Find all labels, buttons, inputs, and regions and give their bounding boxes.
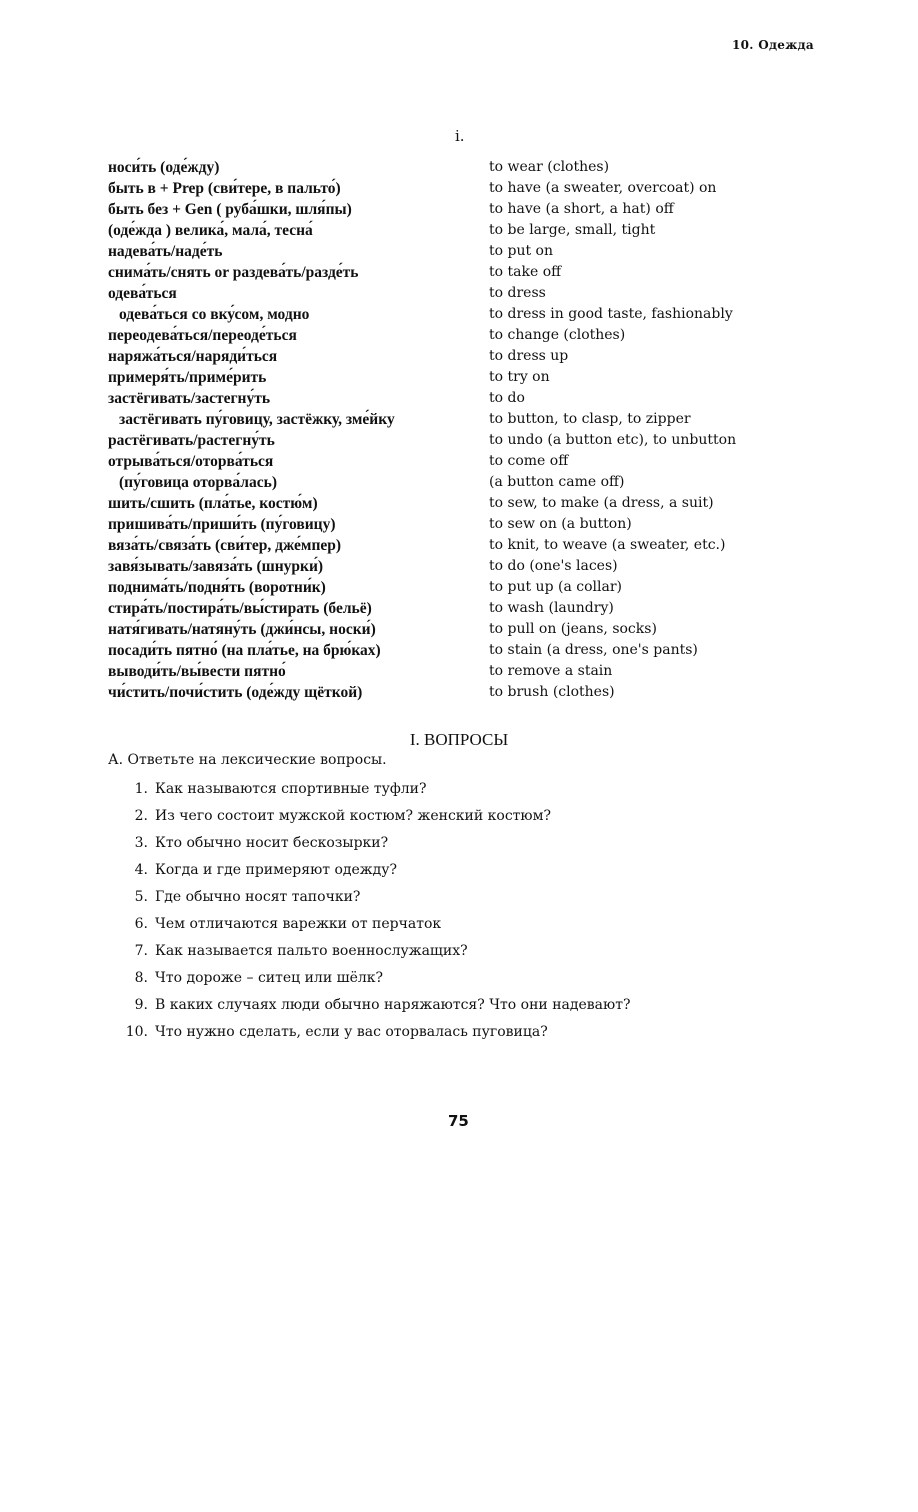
- question-item: [108, 994, 630, 1021]
- english-translation: to sew on (a button): [489, 516, 632, 532]
- vocab-row: [108, 157, 828, 178]
- english-translation: to brush (clothes): [489, 684, 615, 700]
- russian-term: (пу́говица оторва́лась): [119, 474, 277, 491]
- vocab-row: [108, 241, 828, 262]
- question-number: 8.: [134, 970, 148, 986]
- vocab-row: [108, 556, 828, 577]
- page-number: 75: [448, 1112, 469, 1130]
- russian-term: поднима́ть/подня́ть (воротни́к): [108, 579, 326, 596]
- english-translation: to wear (clothes): [489, 159, 610, 175]
- question-text: Где обычно носят тапочки?: [155, 889, 361, 905]
- russian-term: одева́ться: [108, 285, 177, 302]
- vocab-row: [108, 640, 828, 661]
- question-number: 5.: [134, 889, 148, 905]
- question-number: 4.: [134, 862, 148, 878]
- question-text: Чем отличаются варежки от перчаток: [155, 916, 442, 932]
- questions-title: I. ВОПРОСЫ: [409, 730, 509, 749]
- russian-term: переодева́ться/переоде́ться: [108, 327, 297, 344]
- english-translation: to stain (a dress, one's pants): [489, 642, 698, 658]
- russian-term: натя́гивать/натяну́ть (джи́нсы, носки́): [108, 621, 376, 638]
- question-item: [108, 1021, 630, 1048]
- vocab-row: [108, 346, 828, 367]
- vocab-row: [108, 409, 828, 430]
- russian-term: одева́ться со вку́сом, модно: [119, 306, 310, 323]
- english-translation: to have (a sweater, overcoat) on: [489, 180, 717, 196]
- question-item: [108, 832, 630, 859]
- question-item: [108, 940, 630, 967]
- vocabulary-list: [108, 157, 828, 703]
- question-text: Кто обычно носит бескозырки?: [155, 835, 389, 851]
- question-number: 10.: [125, 1024, 148, 1040]
- russian-term: быть без + Gen ( руба́шки, шля́пы): [108, 201, 352, 218]
- vocab-row: [108, 178, 828, 199]
- vocab-row: [108, 430, 828, 451]
- russian-term: быть в + Prep (сви́тере, в пальто́): [108, 180, 341, 197]
- english-translation: to try on: [489, 369, 550, 385]
- english-translation: to come off: [489, 453, 569, 469]
- russian-term: растёгивать/растегну́ть: [108, 432, 275, 449]
- english-translation: to do (one's laces): [489, 558, 618, 574]
- running-header: 10. Одежда: [731, 38, 814, 52]
- english-translation: to pull on (jeans, socks): [489, 621, 657, 637]
- vocab-row: [108, 682, 828, 703]
- question-text: Что дороже – ситец или шёлк?: [155, 970, 384, 986]
- questions-intro: А. Ответьте на лексические вопросы.: [108, 752, 387, 768]
- russian-term: шить/сшить (пла́тье, костю́м): [108, 495, 318, 512]
- english-translation: to put on: [489, 243, 554, 259]
- vocab-row: [108, 598, 828, 619]
- russian-term: застёгивать пу́говицу, застёжку, зме́йку: [119, 411, 395, 428]
- english-translation: to dress in good taste, fashionably: [489, 306, 733, 322]
- english-translation: to remove a stain: [489, 663, 613, 679]
- english-translation: to change (clothes): [489, 327, 626, 343]
- question-number: 7.: [134, 943, 148, 959]
- english-translation: (a button came off): [489, 474, 625, 490]
- question-number: 9.: [134, 997, 148, 1013]
- english-translation: to take off: [489, 264, 562, 280]
- question-number: 6.: [134, 916, 148, 932]
- vocab-row: [108, 325, 828, 346]
- english-translation: to do: [489, 390, 525, 406]
- english-translation: to have (a short, a hat) off: [489, 201, 674, 217]
- russian-term: завя́зывать/завяза́ть (шнурки́): [108, 558, 324, 575]
- russian-term: отрыва́ться/оторва́ться: [108, 453, 274, 470]
- question-text: Как называется пальто военнослужащих?: [155, 943, 468, 959]
- vocab-row: [108, 283, 828, 304]
- russian-term: пришива́ть/приши́ть (пу́говицу): [108, 516, 336, 533]
- russian-term: вяза́ть/связа́ть (сви́тер, дже́мпер): [108, 537, 342, 554]
- russian-term: застёгивать/застегну́ть: [108, 390, 271, 407]
- vocab-row: [108, 262, 828, 283]
- russian-term: стира́ть/постира́ть/вы́стирать (бельё): [108, 600, 372, 617]
- question-item: [108, 859, 630, 886]
- section-marker: i.: [455, 127, 465, 145]
- question-number: 2.: [134, 808, 148, 824]
- russian-term: надева́ть/наде́ть: [108, 243, 223, 260]
- vocab-row: [108, 220, 828, 241]
- question-item: [108, 913, 630, 940]
- vocab-row: [108, 577, 828, 598]
- vocab-row: [108, 367, 828, 388]
- english-translation: to dress: [489, 285, 546, 301]
- question-item: [108, 778, 630, 805]
- question-text: Что нужно сделать, если у вас оторвалась пуговица?: [155, 1024, 548, 1040]
- russian-term: наряжа́ться/наряди́ться: [108, 348, 278, 365]
- question-text: Как называются спортивные туфли?: [155, 781, 427, 797]
- english-translation: to dress up: [489, 348, 569, 364]
- english-translation: to wash (laundry): [489, 600, 614, 616]
- vocab-row: [108, 619, 828, 640]
- russian-term: носи́ть (оде́жду): [108, 159, 220, 176]
- question-number: 3.: [134, 835, 148, 851]
- vocab-row: [108, 472, 828, 493]
- english-translation: to button, to clasp, to zipper: [489, 411, 691, 427]
- question-item: [108, 967, 630, 994]
- russian-term: выводи́ть/вы́вести пятно́: [108, 663, 286, 680]
- question-text: В каких случаях люди обычно наряжаются? Что они надевают?: [155, 997, 631, 1013]
- english-translation: to sew, to make (a dress, a suit): [489, 495, 714, 511]
- question-number: 1.: [134, 781, 148, 797]
- questions-list: [108, 778, 630, 1048]
- vocab-row: [108, 514, 828, 535]
- russian-term: (оде́жда ) велика́, мала́, тесна́: [108, 222, 313, 239]
- question-item: [108, 805, 630, 832]
- russian-term: снима́ть/снять or раздева́ть/разде́ть: [108, 264, 359, 281]
- vocab-row: [108, 493, 828, 514]
- russian-term: примеря́ть/приме́рить: [108, 369, 267, 386]
- english-translation: to knit, to weave (a sweater, etc.): [489, 537, 726, 553]
- english-translation: to be large, small, tight: [489, 222, 656, 238]
- russian-term: чи́стить/почи́стить (оде́жду щёткой): [108, 684, 363, 701]
- vocab-row: [108, 535, 828, 556]
- question-text: Из чего состоит мужской костюм? женский костюм?: [155, 808, 552, 824]
- vocab-row: [108, 388, 828, 409]
- vocab-row: [108, 451, 828, 472]
- vocab-row: [108, 661, 828, 682]
- question-text: Когда и где примеряют одежду?: [155, 862, 398, 878]
- question-item: [108, 886, 630, 913]
- russian-term: посади́ть пятно́ (на пла́тье, на брю́ках): [108, 642, 381, 659]
- vocab-row: [108, 304, 828, 325]
- vocab-row: [108, 199, 828, 220]
- english-translation: to undo (a button etc), to unbutton: [489, 432, 737, 448]
- english-translation: to put up (a collar): [489, 579, 622, 595]
